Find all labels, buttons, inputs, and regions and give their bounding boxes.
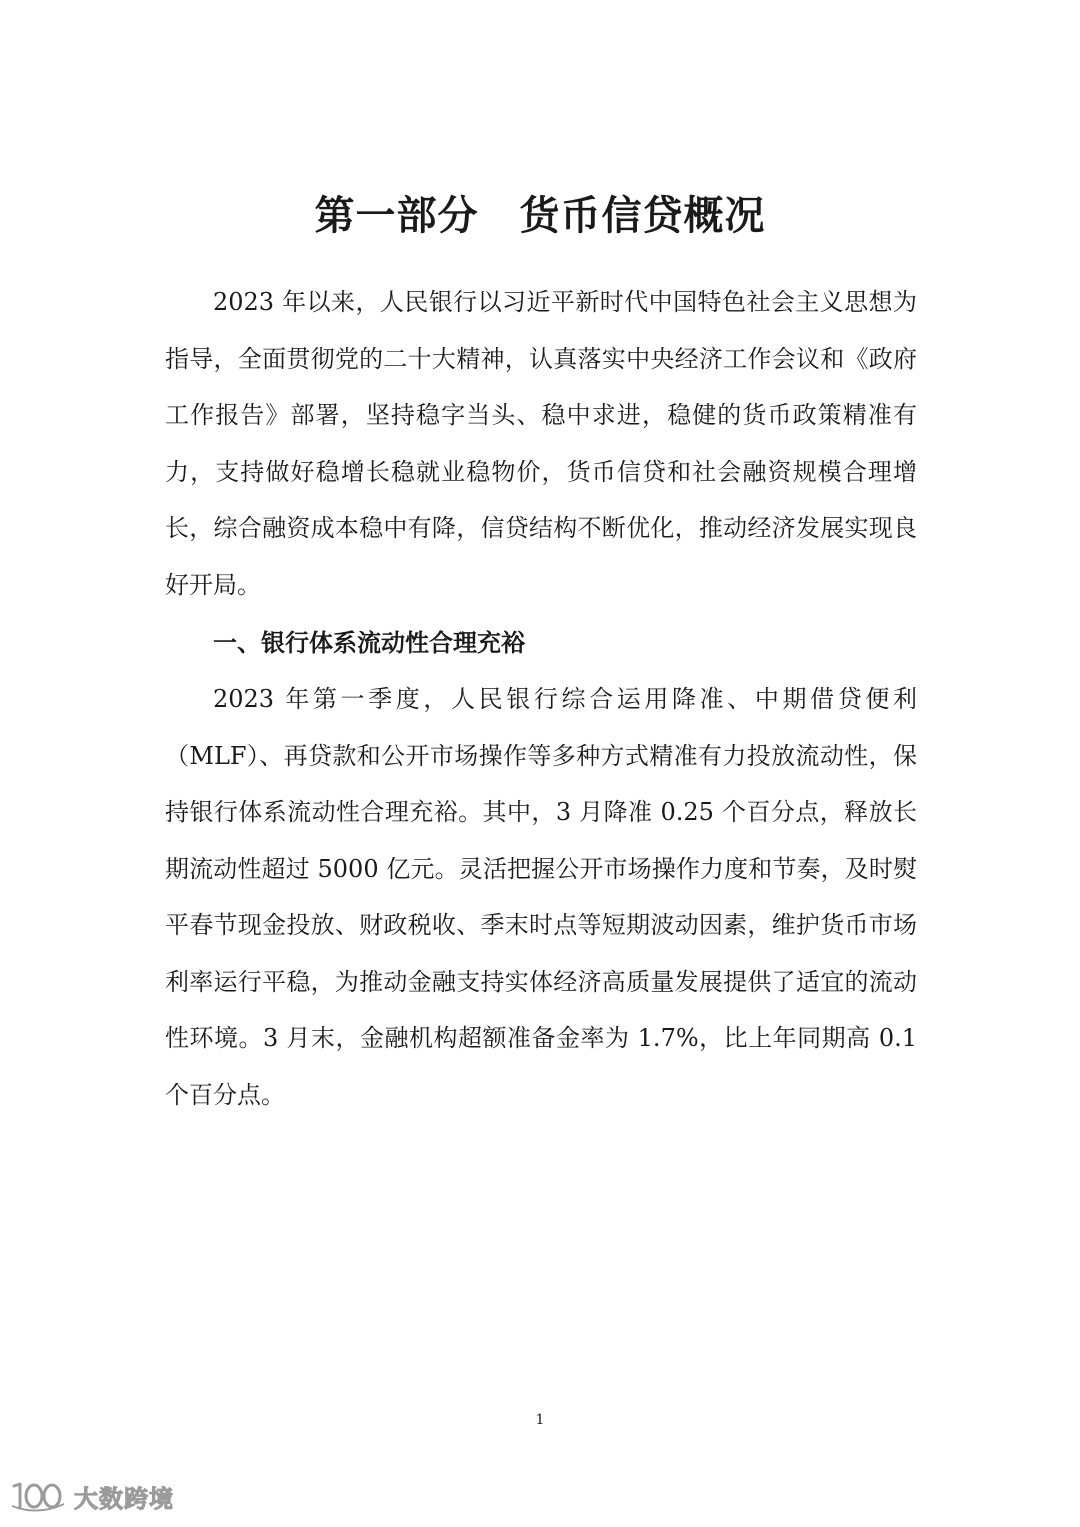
page-title: 第一部分 货币信贷概况 bbox=[314, 193, 766, 239]
intro-paragraph: 2023 年以来，人民银行以习近平新时代中国特色社会主义思想为指导，全面贯彻党的二十大精神，认真落实中央经济工作会议和《政府工作报告》部署，坚持稳字当头、稳中求进，稳健的货币政策精准有力，支持做好稳增长稳就业稳物价，货币信贷和社会融资规模合理增长，综合融资成本稳中有降，信贷结构不断优化，推动经济发展实现良好开局。 bbox=[165, 288, 917, 599]
watermark bbox=[8, 1474, 174, 1518]
watermark-logo-icon bbox=[8, 1478, 68, 1514]
page-number: 1 bbox=[535, 1412, 545, 1428]
watermark-text: 大数跨境 bbox=[74, 1484, 174, 1513]
section-heading: 一、银行体系流动性合理充裕 bbox=[213, 629, 525, 657]
section-paragraph: 2023 年第一季度，人民银行综合运用降准、中期借贷便利（MLF）、再贷款和公开市场操作等多种方式精准有力投放流动性，保持银行体系流动性合理充裕。其中，3 月降准 0.25 个百分点，释放长期流动性超过 5000 亿元。灵活把握公开市场操作力度和节奏，及时熨平春节现金投放、财政税收、季末时点等短期波动因素，维护货币市场利率运行平稳，为推动金融支持实体经济高质量发展提供了适宜的流动性环境。3 月末，金融机构超额准备金率为 1.7%，比上年同期高 0.1 个百分点。 bbox=[165, 685, 917, 1109]
